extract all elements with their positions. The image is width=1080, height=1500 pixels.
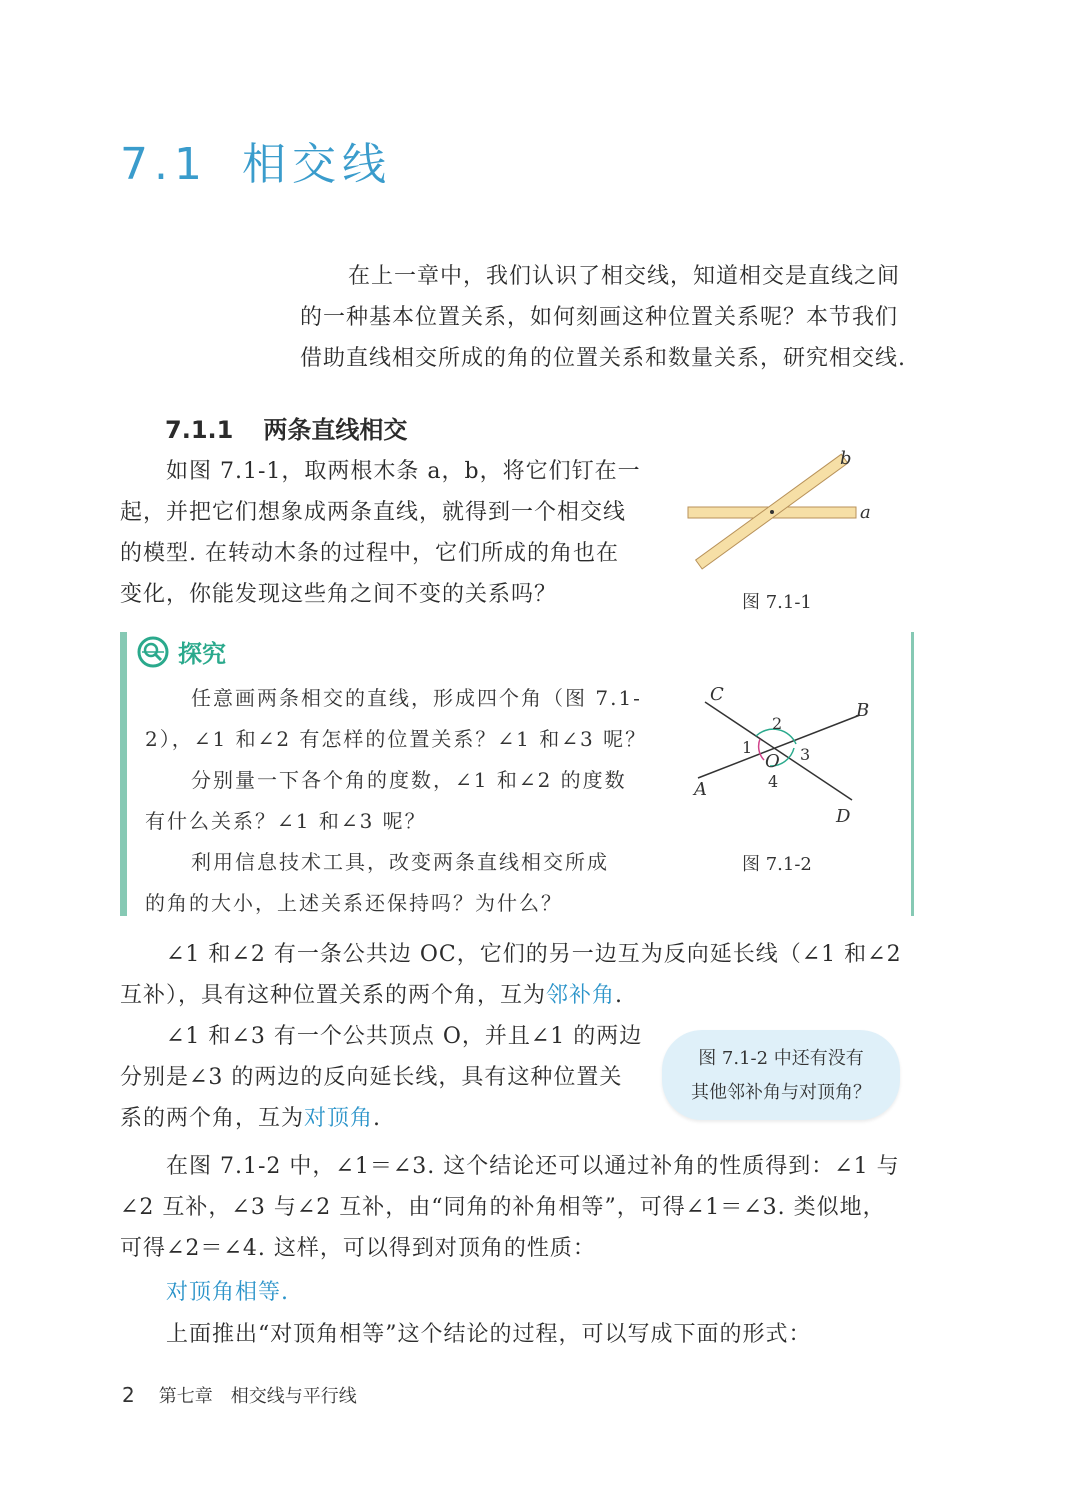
text-line: 分别量一下各个角的度数，∠1 和∠2 的度数 (191, 768, 627, 792)
paragraph-5: 上面推出“对顶角相等”这个结论的过程，可以写成下面的形式： (166, 1322, 812, 1347)
intro-paragraph (300, 256, 920, 379)
figure-1-caption: 图 7.1-1 (742, 592, 812, 613)
text-segment: . (615, 983, 624, 1008)
page-footer (122, 1382, 357, 1408)
intro-line: 的一种基本位置关系，如何刻画这种位置关系呢？本节我们 (300, 305, 899, 330)
angle-3-label: 3 (800, 745, 811, 764)
term-vertical-angles: 对顶角 (304, 1106, 374, 1131)
label-a: a (860, 502, 871, 523)
subsection-heading (165, 410, 407, 445)
explore-text (145, 678, 655, 924)
explore-heading (136, 634, 226, 669)
figure-2-caption: 图 7.1-2 (742, 854, 812, 875)
label-b: b (840, 448, 852, 469)
explore-heading-text: 探究 (178, 640, 226, 668)
text-segment: 系的两个角，互为 (120, 1106, 305, 1131)
text-line (120, 1098, 660, 1139)
subsection-title: 两条直线相交 (263, 416, 408, 444)
text-line: 如图 7.1-1，取两根木条 a，b，将它们钉在一 (166, 459, 641, 484)
text-line: 变化，你能发现这些角之间不变的关系吗？ (120, 582, 558, 607)
text-line: 可得∠2＝∠4. 这样，可以得到对顶角的性质： (120, 1236, 596, 1261)
text-line: 起，并把它们想象成两条直线，就得到一个相交线 (120, 500, 627, 525)
text-segment: 互补），具有这种位置关系的两个角，互为 (120, 983, 547, 1008)
section-number: 7.1 (120, 139, 208, 190)
text-line: 2），∠1 和∠2 有怎样的位置关系？∠1 和∠3 呢？ (145, 727, 648, 751)
text-line: 有什么关系？∠1 和∠3 呢？ (145, 809, 427, 833)
text-line: 利用信息技术工具，改变两条直线相交所成 (191, 850, 609, 874)
bubble-line: 图 7.1-2 中还有没有 (698, 1048, 864, 1069)
figure-7-1-1 (680, 448, 880, 578)
paragraph-1 (120, 451, 660, 615)
paragraph-2 (120, 934, 920, 1016)
section-title (120, 128, 392, 192)
figure-7-1-2 (680, 680, 880, 830)
text-line: 任意画两条相交的直线，形成四个角（图 7.1- (191, 686, 642, 710)
text-line: ∠1 和∠3 有一个公共顶点 O，并且∠1 的两边 (166, 1024, 643, 1049)
angle-1-label: 1 (742, 738, 753, 757)
angle-2-label: 2 (772, 714, 783, 733)
paragraph-4 (120, 1146, 920, 1269)
label-D: D (836, 806, 851, 827)
text-line: ∠2 互补，∠3 与∠2 互补，由“同角的补角相等”，可得∠1＝∠3. 类似地， (120, 1195, 886, 1220)
label-C: C (710, 684, 724, 705)
page-number: 2 (122, 1383, 135, 1407)
chapter-name: 第七章 相交线与平行线 (158, 1386, 357, 1407)
text-segment: . (373, 1106, 382, 1131)
text-line: 的模型. 在转动木条的过程中，它们所成的角也在 (120, 541, 619, 566)
thought-bubble (662, 1030, 900, 1120)
nail-point (770, 510, 774, 514)
angle-1-arc (759, 739, 764, 760)
label-A: A (694, 779, 707, 800)
intro-line: 借助直线相交所成的角的位置关系和数量关系，研究相交线. (300, 346, 906, 371)
paragraph-3 (120, 1016, 660, 1139)
vertical-angles-property: 对顶角相等. (166, 1280, 289, 1305)
explore-icon (136, 635, 170, 669)
label-O: O (765, 751, 780, 772)
subsection-number: 7.1.1 (165, 416, 234, 444)
intro-line: 在上一章中，我们认识了相交线，知道相交是直线之间 (348, 264, 901, 289)
section-title-text: 相交线 (241, 139, 392, 190)
text-line: ∠1 和∠2 有一条公共边 OC，它们的另一边互为反向延长线（∠1 和∠2 (166, 942, 902, 967)
angle-4-label: 4 (768, 772, 779, 791)
term-adjacent-supplementary: 邻补角 (546, 983, 616, 1008)
text-line: 分别是∠3 的两边的反向延长线，具有这种位置关 (120, 1065, 623, 1090)
text-line (120, 975, 920, 1016)
bubble-line: 其他邻补角与对顶角？ (691, 1082, 871, 1103)
text-line: 的角的大小，上述关系还保持吗？为什么？ (145, 891, 563, 915)
text-line: 在图 7.1-2 中，∠1＝∠3. 这个结论还可以通过补角的性质得到：∠1 与 (166, 1154, 900, 1179)
label-B: B (856, 700, 870, 721)
